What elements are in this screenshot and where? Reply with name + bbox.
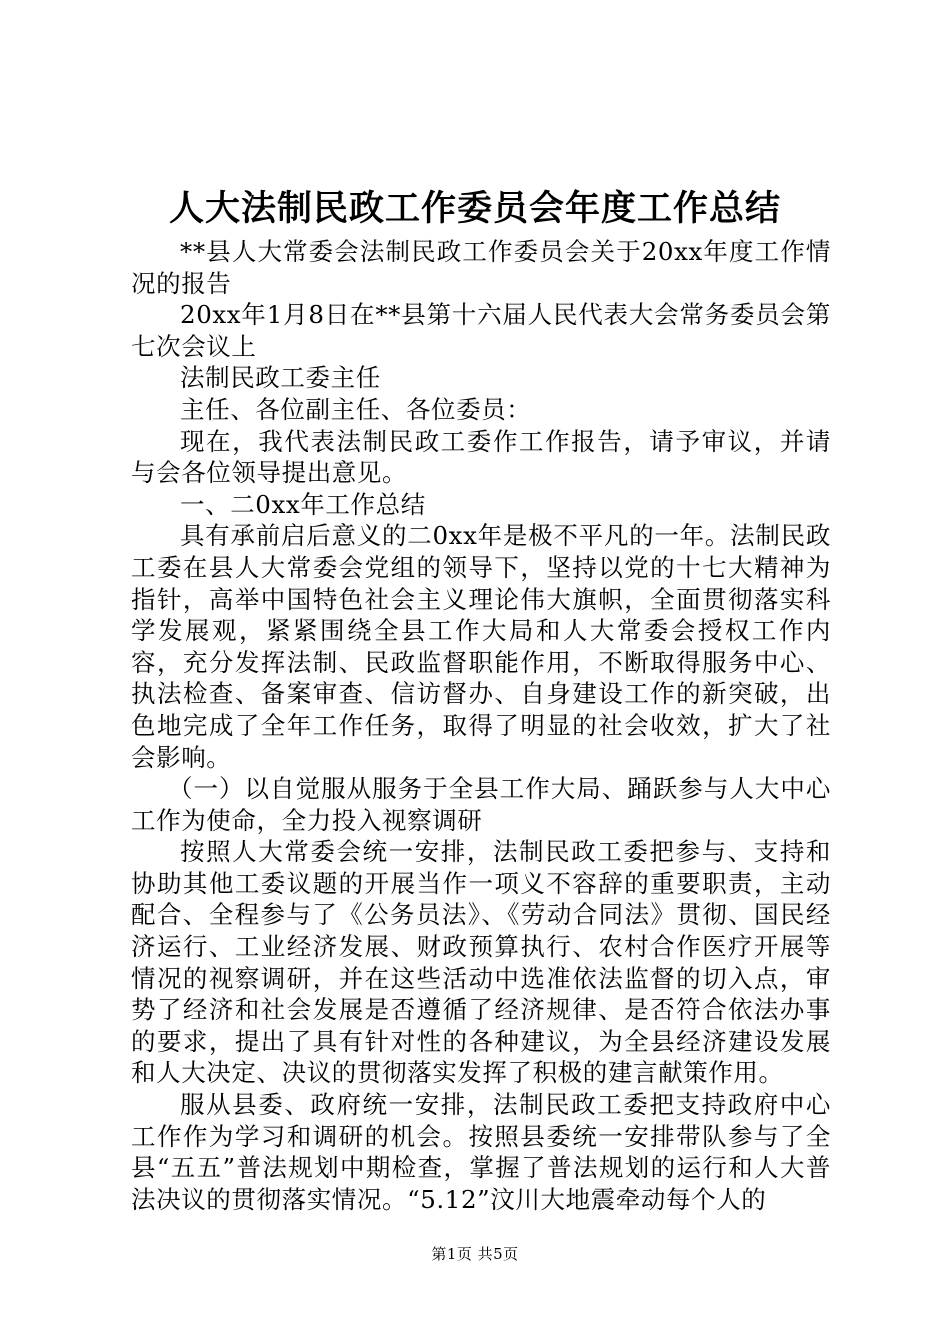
paragraph-report-heading: **县人大常委会法制民政工作委员会关于20xx年度工作情况的报告 bbox=[131, 237, 831, 298]
paragraph-salutation: 主任、各位副主任、各位委员： bbox=[180, 394, 532, 424]
paragraph-speaker: 法制民政工委主任 bbox=[180, 363, 381, 393]
document-title: 人大法制民政工作委员会年度工作总结 bbox=[168, 188, 781, 229]
paragraph-government-support: 服从县委、政府统一安排，法制民政工委把支持政府中心工作作为学习和调研的机会。按照县委统一安排带队参与了全县“五五”普法规划中期检查，掌握了普法规划的运行和人大普法决议的贯彻落实情况。“5.12”汶川大地震牵动每个人的 bbox=[131, 1090, 831, 1214]
paragraph-opening: 现在，我代表法制民政工委作工作报告，请予审议，并请与会各位领导提出意见。 bbox=[131, 426, 831, 488]
paragraph-year-overview: 具有承前启后意义的二0xx年是极不平凡的一年。法制民政工委在县人大常委会党组的领导下，坚持以党的十七大精神为指针，高举中国特色社会主义理论伟大旗帜，全面贯彻落实科学发展观，紧紧围绕全县工作大局和人大常委会授权工作内容，充分发挥法制、民政监督职能作用，不断取得服务中心、执法检查、备案审查、信访督办、自身建设工作的新突破，出色地完成了全年工作任务，取得了明显的社会收效，扩大了社会影响。 bbox=[131, 521, 831, 772]
document-body bbox=[131, 236, 831, 1215]
paragraph-inspection-research: 按照人大常委会统一安排，法制民政工委把参与、支持和协助其他工委议题的开展当作一项义不容辞的重要职责，主动配合、全程参与了《公务员法》、《劳动合同法》贯彻、国民经济运行、工业经济发展、财政预算执行、农村合作医疗开展等情况的视察调研，并在这些活动中选准依法监督的切入点，审势了经济和社会发展是否遵循了经济规律、是否符合依法办事的要求，提出了具有针对性的各种建议，为全县经济建设发展和人大决定、决议的贯彻落实发挥了积极的建言献策作用。 bbox=[131, 837, 831, 1088]
page-number-footer: 第1页 共5页 bbox=[431, 1245, 519, 1263]
subsection-heading-1: （一）以自觉服从服务于全县工作大局、踊跃参与人大中心工作为使命，全力投入视察调研 bbox=[131, 774, 831, 835]
paragraph-meeting-info: 20xx年1月8日在**县第十六届人民代表大会常务委员会第七次会议上 bbox=[131, 300, 831, 361]
section-heading-summary: 一、二0xx年工作总结 bbox=[180, 489, 426, 519]
